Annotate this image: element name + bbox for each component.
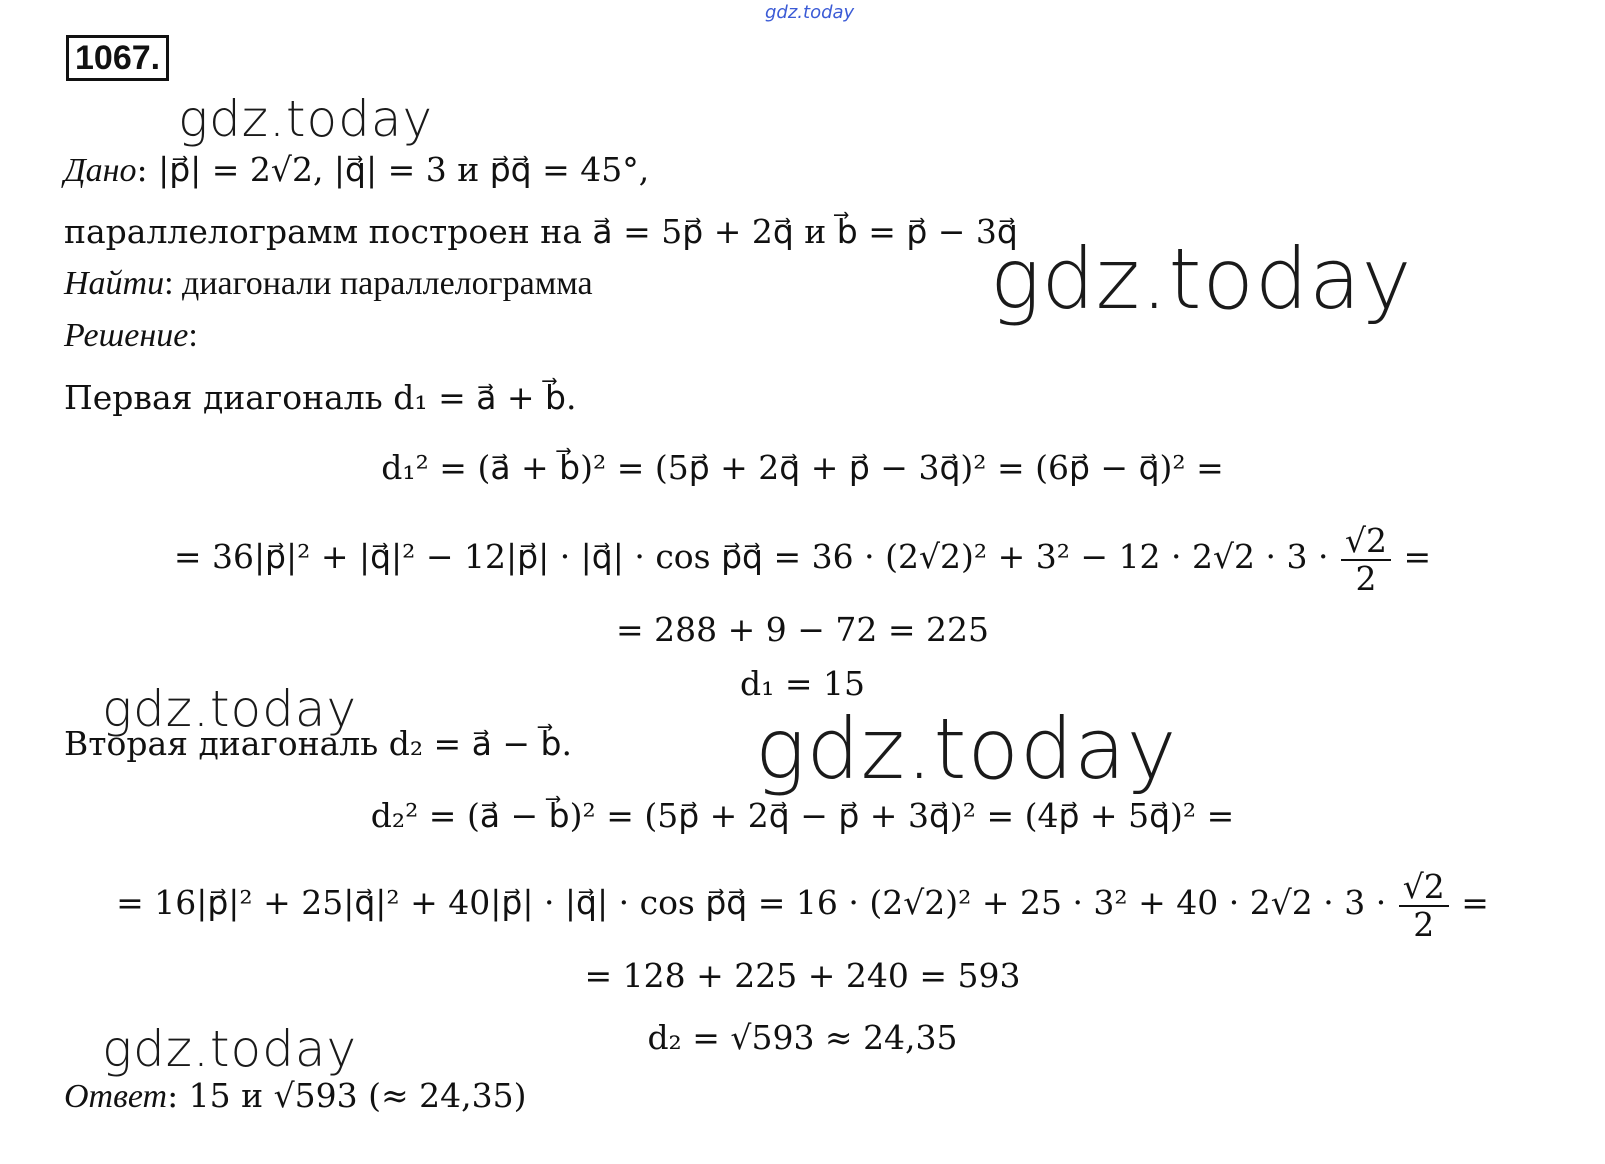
d1-equation-2 — [0, 512, 1605, 603]
d2-equation-1 — [0, 796, 1605, 837]
d1-equation-2-text: = 36|p⃗|² + |q⃗|² − 12|p⃗| · |q⃗| · cos p⃗q⃗ = 36 · (2√2)² + 3² − 12 · 2√2 · 3 · — [173, 537, 1329, 576]
find-text: : диагонали параллелограмма — [164, 265, 593, 302]
find-label: Найти — [64, 265, 165, 302]
first-diagonal-intro — [64, 378, 577, 419]
answer-text: : 15 и √593 (≈ 24,35) — [167, 1076, 527, 1115]
given-line-2 — [64, 212, 1018, 253]
d2-fraction-denominator: 2 — [1413, 905, 1435, 945]
d2-equation-2-end: = — [1461, 883, 1489, 922]
solution-line — [64, 316, 198, 356]
d2-fraction — [1399, 869, 1449, 943]
given-label: Дано — [64, 152, 137, 189]
solution-label: Решение — [64, 317, 189, 354]
d1-result-text: d₁ = 15 — [740, 664, 865, 703]
answer-label: Ответ — [64, 1078, 168, 1115]
d2-equation-2-text: = 16|p⃗|² + 25|q⃗|² + 40|p⃗| · |q⃗| · cos p⃗q⃗ = 16 · (2√2)² + 25 · 3² + 40 · 2√2 · 3 · — [116, 883, 1387, 922]
problem-number: 1067. — [66, 35, 169, 81]
d1-equation-3-text: = 288 + 9 − 72 = 225 — [616, 610, 989, 649]
watermark: gdz.today — [990, 230, 1413, 328]
d2-equation-3-text: = 128 + 225 + 240 = 593 — [584, 956, 1021, 995]
d2-result — [0, 1018, 1605, 1059]
find-line — [64, 264, 593, 304]
second-diagonal-intro — [64, 724, 572, 765]
d1-equation-1-text: d₁² = (a⃗ + b⃗)² = (5p⃗ + 2q⃗ + p⃗ − 3q⃗)² = (6p⃗ − q⃗)² = — [381, 448, 1224, 487]
watermark: gdz.today — [178, 90, 434, 148]
watermark: gdz.today — [755, 700, 1178, 798]
d1-fraction — [1341, 523, 1391, 597]
given-vectors: параллелограмм построен на a⃗ = 5p⃗ + 2q⃗ и b⃗ = p⃗ − 3q⃗ — [64, 212, 1018, 251]
d2-equation-1-text: d₂² = (a⃗ − b⃗)² = (5p⃗ + 2q⃗ − p⃗ + 3q⃗)² = (4p⃗ + 5q⃗)² = — [370, 796, 1235, 835]
d2-result-text: d₂ = √593 ≈ 24,35 — [647, 1018, 958, 1057]
d2-equation-3 — [0, 956, 1605, 997]
second-diagonal-text: Вторая диагональ d₂ = a⃗ − b⃗. — [64, 724, 572, 763]
d1-result — [0, 664, 1605, 705]
d1-fraction-denominator: 2 — [1355, 559, 1377, 599]
answer-line — [64, 1076, 527, 1117]
d2-equation-2 — [0, 858, 1605, 949]
d1-equation-3 — [0, 610, 1605, 651]
first-diagonal-text: Первая диагональ d₁ = a⃗ + b⃗. — [64, 378, 577, 417]
d1-equation-2-end: = — [1403, 537, 1432, 576]
solution-colon: : — [188, 317, 198, 354]
given-line-1 — [64, 150, 649, 191]
watermark: gdz.today — [102, 1020, 358, 1078]
watermark: gdz.today — [102, 680, 358, 738]
d1-equation-1 — [0, 448, 1605, 489]
d2-fraction-numerator: √2 — [1399, 869, 1449, 907]
given-values: : |p⃗| = 2√2, |q⃗| = 3 и p⃗q⃗ = 45°, — [136, 150, 650, 189]
watermark-top[interactable]: gdz.today — [765, 2, 855, 23]
d1-fraction-numerator: √2 — [1341, 523, 1391, 561]
